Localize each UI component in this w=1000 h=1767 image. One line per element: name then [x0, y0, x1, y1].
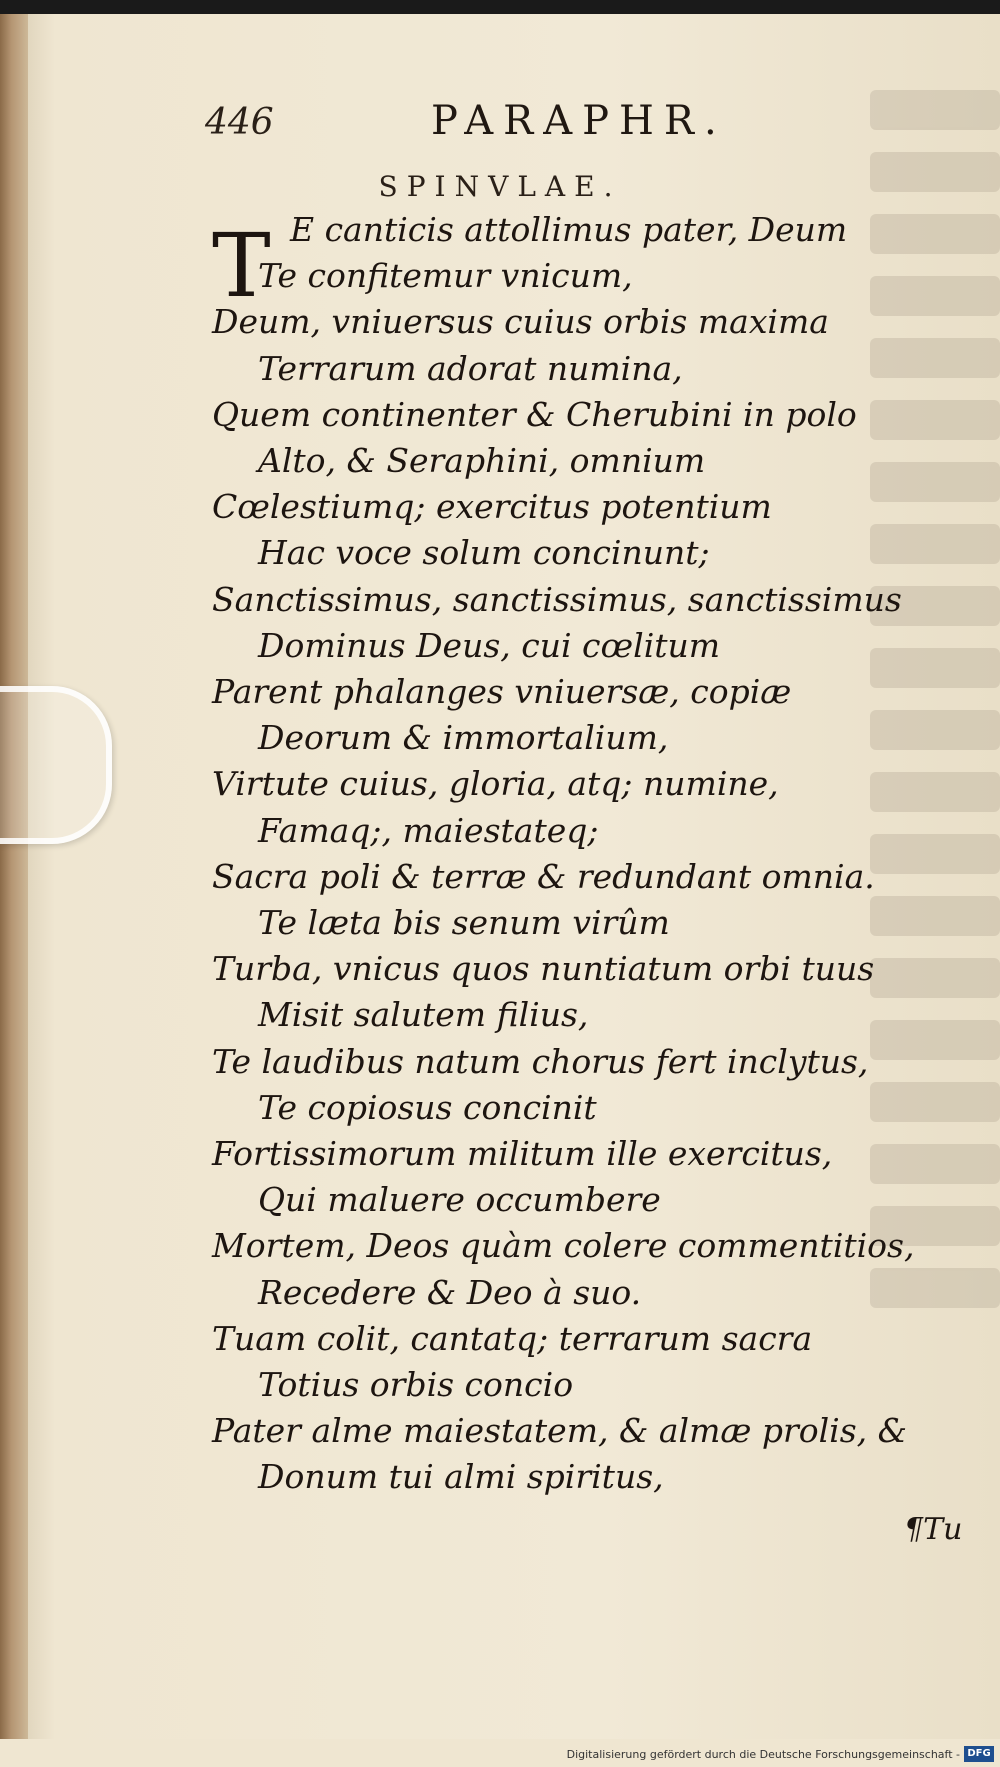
- poem-line: Virtute cuius, gloria, atq; numine,: [212, 764, 779, 804]
- footer-credit: Digitalisierung gefördert durch die Deutsche Forschungsgemeinschaft -: [566, 1748, 960, 1761]
- poem-line: Recedere & Deo à suo.: [258, 1272, 642, 1312]
- scan-top-edge: [0, 0, 1000, 14]
- poem-line: Totius orbis concio: [258, 1365, 574, 1404]
- catchword: ¶Tu: [904, 1512, 963, 1547]
- poem-line: Te confitemur vnicum,: [258, 256, 633, 296]
- poem-line: Parent phalanges vniuersæ, copiæ: [212, 672, 792, 711]
- poem-line: Sanctissimus, sanctissimus, sanctissimus: [212, 579, 902, 619]
- poem-line: Tuam colit, cantatq; terrarum sacra: [212, 1318, 813, 1358]
- poem-line: Alto, & Seraphini, omnium: [258, 441, 706, 480]
- poem-line: Te copiosus concinit: [258, 1087, 597, 1127]
- page-edge-left: [0, 14, 28, 1739]
- page-header: [205, 92, 825, 152]
- poem-line: Terrarum adorat numina,: [258, 348, 683, 388]
- poem-line: Deum, vniuersus cuius orbis maxima: [212, 302, 829, 342]
- drop-cap: T: [212, 214, 271, 317]
- poem-line: Quem continenter & Cherubini in polo: [212, 394, 857, 434]
- poem-line: Dominus Deus, cui cœlitum: [258, 625, 721, 665]
- running-head: PARAPHR.: [431, 98, 727, 144]
- page-clip: [0, 686, 112, 844]
- poem-line: Te læta bis senum virûm: [258, 903, 670, 942]
- poem-line: Te laudibus natum chorus fert inclytus,: [212, 1041, 869, 1081]
- poem-line: Turba, vnicus quos nuntiatum orbi tuus: [212, 949, 875, 989]
- poem-line: Famaq;, maiestateq;: [258, 810, 599, 850]
- section-title: SPINVLAE.: [378, 170, 622, 203]
- poem-line: Sacra poli & terræ & redundant omnia.: [212, 856, 875, 896]
- poem-line: Donum tui almi spiritus,: [258, 1457, 664, 1497]
- poem-line: Misit salutem filius,: [258, 995, 589, 1035]
- dfg-logo: DFG: [964, 1746, 994, 1762]
- page-number: 446: [205, 102, 274, 143]
- poem-line: Cœlestiumq; exercitus potentium: [212, 487, 772, 527]
- poem-line: Mortem, Deos quàm colere commentitios,: [212, 1226, 915, 1266]
- poem-line: Fortissimorum militum ille exercitus,: [212, 1134, 833, 1173]
- poem-line: Qui maluere occumbere: [258, 1180, 661, 1220]
- poem-line: Deorum & immortalium,: [258, 718, 669, 758]
- show-through-text: [870, 90, 1000, 1390]
- poem-line: E canticis attollimus pater, Deum: [290, 210, 848, 249]
- poem-line: Pater alme maiestatem, & almæ prolis, &: [212, 1411, 908, 1451]
- poem-line: Hac voce solum concinunt;: [258, 533, 710, 573]
